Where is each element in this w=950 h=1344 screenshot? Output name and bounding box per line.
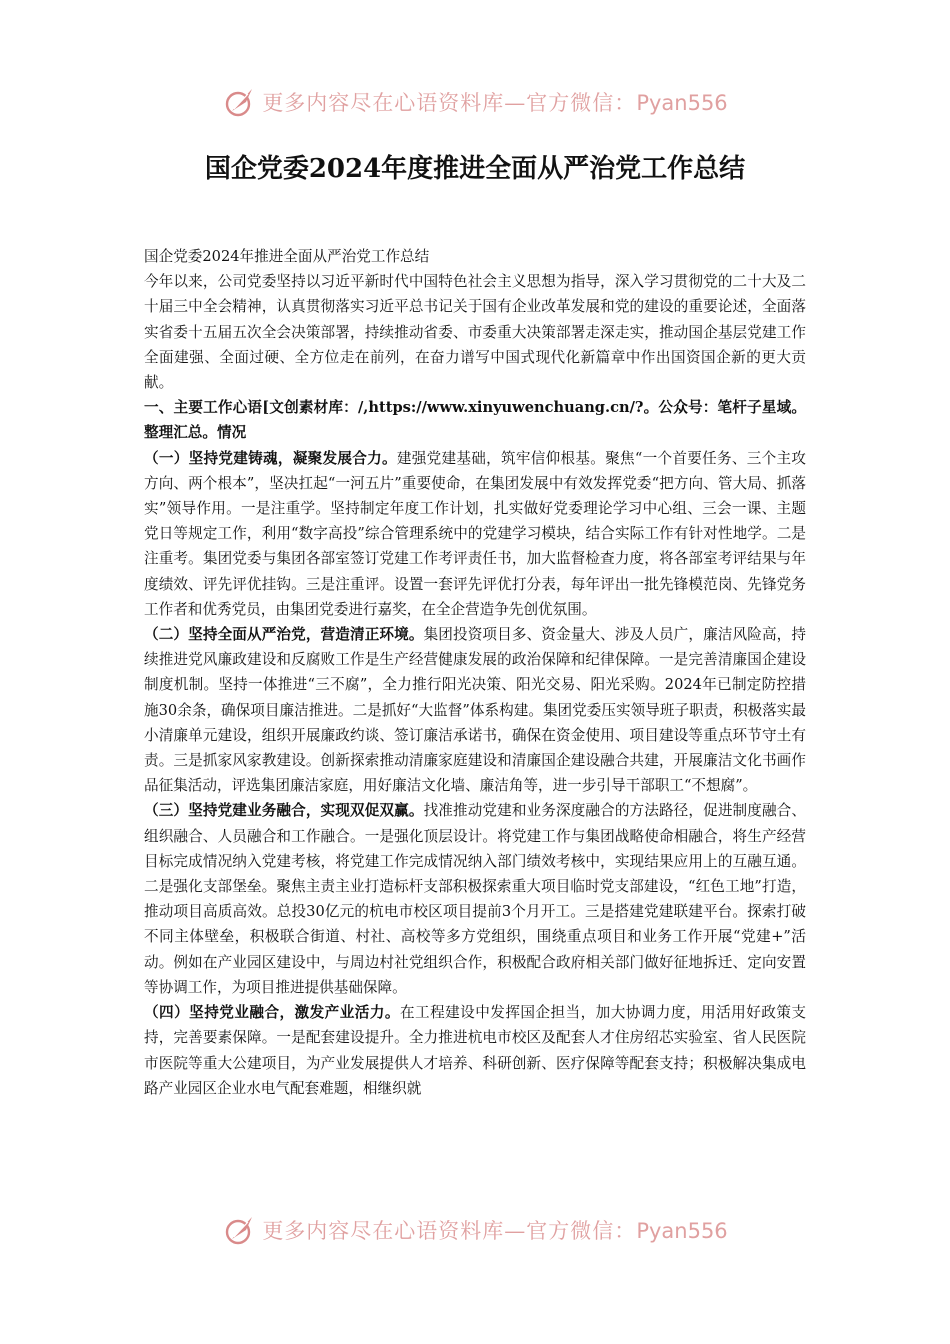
paragraph-lead: （三）坚持党建业务融合，实现双促双赢。 — [144, 802, 424, 820]
intro-paragraph: 今年以来，公司党委坚持以习近平新时代中国特色社会主义思想为指导，深入学习贯彻党的二十大及二十届三中全会精神，认真贯彻落实习近平总书记关于国有企业改革发展和党的建设的重要论述，全面落实省委十五届五次全会决策部署，持续推动省委、市委重大决策部署走深走实，推动国企基层党建工作全面建强、全面过硬、全方位走在前列，在奋力谱写中国式现代化新篇章中作出国资国企新的更大贡献。 — [144, 273, 806, 392]
document-title: 国企党委2024年度推进全面从严治党工作总结 — [204, 154, 746, 184]
paragraph-2 — [144, 622, 806, 798]
paragraph-body: 找准推动党建和业务深度融合的方法路径，促进制度融合、组织融合、人员融合和工作融合。一是强化顶层设计。将党建工作与集团战略使命相融合，将生产经营目标完成情况纳入党建考核，将党建工作完成情况纳入部门绩效考核中，实现结果应用上的互融互通。二是强化支部堡垒。聚焦主责主业打造标杆支部积极探索重大项目临时党支部建设，“红色工地”打造，推动项目高质高效。总投30亿元的杭电市校区项目提前3个月开工。三是搭建党建联建平台。探索打破不同主体壁垒，积极联合街道、村社、高校等多方党组织，围绕重点项目和业务工作开展“党建+”活动。例如在产业园区建设中，与周边村社党组织合作，积极配合政府相关部门做好征地拆迁、定向安置等协调工作，为项目推进提供基础保障。 — [144, 802, 806, 996]
watermark-text: 更多内容尽在心语资料库—官方微信：Pyan556 — [262, 91, 728, 115]
paragraph-body: 建强党建基础，筑牢信仰根基。聚焦“一个首要任务、三个主攻方向、两个根本”，坚决扛起“一河五片”重要使命，在集团发展中有效发挥党委“把方向、管大局、抓落实”领导作用。一是注重学。坚持制定年度工作计划，扎实做好党委理论学习中心组、三会一课、主题党日等规定工作，利用“数字高投”综合管理系统中的党建学习模块，结合实际工作有针对性地学。二是注重考。集团党委与集团各部室签订党建工作考评责任书，加大监督检查力度，将各部室考评结果与年度绩效、评先评优挂钩。三是注重评。设置一套评先评优打分表，每年评出一批先锋模范岗、先锋党务工作者和优秀党员，由集团党委进行嘉奖，在全企营造争先创优氛围。 — [144, 449, 806, 618]
watermark-footer — [0, 1208, 950, 1252]
paragraph-4 — [144, 1000, 806, 1101]
paragraph-1 — [144, 446, 806, 622]
quill-logo-icon — [222, 84, 258, 120]
paragraph-body: 集团投资项目多、资金量大、涉及人员广，廉洁风险高，持续推进党风廉政建设和反腐败工作是生产经营健康发展的政治保障和纪律保障。一是完善清廉国企建设制度机制。坚持一体推进“三不腐”，全力推行阳光决策、阳光交易、阳光采购。2024年已制定防控措施30余条，确保项目廉洁推进。二是抓好“大监督”体系构建。集团党委压实领导班子职责，积极落实最小清廉单元建设，组织开展廉政约谈、签订廉洁承诺书，确保在资金使用、项目建设等重点环节守土有责。三是抓家风家教建设。创新探索推动清廉家庭建设和清廉国企建设融合共建，开展廉洁文化书画作品征集活动，评选集团廉洁家庭，用好廉洁文化墙、廉洁角等，进一步引导干部职工“不想腐”。 — [144, 626, 806, 795]
paragraph-lead: （四）坚持党业融合，激发产业活力。 — [144, 1004, 400, 1022]
watermark-text: 更多内容尽在心语资料库—官方微信：Pyan556 — [262, 1219, 728, 1243]
quill-logo-icon — [222, 1212, 258, 1248]
watermark-header — [0, 80, 950, 124]
document-subtitle: 国企党委2024年推进全面从严治党工作总结 — [144, 248, 430, 265]
document-body — [144, 244, 806, 1101]
paragraph-body: 在工程建设中发挥国企担当，加大协调力度，用活用好政策支持，完善要素保障。一是配套建设提升。全力推进杭电市校区及配套人才住房绍芯实验室、省人民医院市医院等重大公建项目，为产业发展提供人才培养、科研创新、医疗保障等配套支持；积极解决集成电路产业园区企业水电气配套难题，相继织就 — [144, 1004, 806, 1097]
paragraph-lead: （二）坚持全面从严治党，营造清正环境。 — [144, 626, 424, 644]
section-heading: 一、主要工作心语[文创素材库：/,https://www.xinyuwenchuang.cn/?。公众号：笔杆子星域。整理汇总。情况 — [144, 399, 806, 442]
paragraph-lead: （一）坚持党建铸魂，凝聚发展合力。 — [144, 449, 397, 467]
paragraph-3 — [144, 798, 806, 1000]
